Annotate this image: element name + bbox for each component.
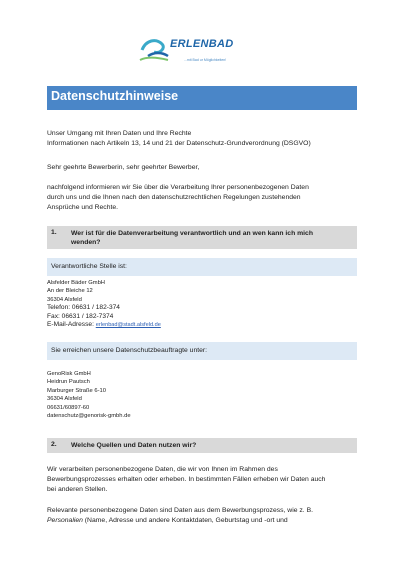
section-1-number: 1. [51,229,57,236]
paragraph-line-2: durch uns und die Ihnen nach den datenschutzrechtlichen Regelungen zustehenden [47,194,301,201]
responsible-email-label: E-Mail-Adresse: [47,321,94,329]
responsible-label: Verantwortliche Stelle ist: [51,263,127,270]
section-2-text-line-1: Wir verarbeiten personenbezogene Daten, die wir von Ihnen im Rahmen des [47,466,278,473]
paragraph-line-1: nachfolgend informieren wir Sie über die Verarbeitung Ihrer personenbezogenen Daten [47,184,309,191]
section-2-text2-line-1: Relevante personenbezogene Daten sind Daten aus dem Bewerbungsprozess, wie z. B. [47,507,313,514]
responsible-line-2: An der Bleiche 12 [47,288,93,295]
responsible-phone: Telefon: 06631 / 182-374 [47,304,120,312]
dpo-line-3: Marburger Straße 6-10 [47,387,106,394]
title-bar [47,86,357,110]
dpo-label: Sie erreichen unsere Datenschutzbeauftragte unter: [51,347,208,354]
salutation: Sehr geehrte Bewerberin, sehr geehrter Bewerber, [47,164,200,171]
logo-wordmark: ERLENBAD [170,38,234,50]
section-2-text-line-2: Bewerbungsprozesses erhalten oder erheben. In bestimmten Fällen erheben wir Daten auch [47,476,326,483]
personalien-term: Personalien [47,517,83,524]
section-2-title: Welche Quellen und Daten nutzen wir? [71,442,197,449]
dpo-address [47,370,131,420]
responsible-address [47,279,161,329]
section-2-number: 2. [51,441,57,448]
paragraph-line-3: Ansprüche und Rechte. [47,204,119,211]
responsible-fax: Fax: 06631 / 182-7374 [47,312,114,320]
erlenbad-logo [138,30,268,70]
responsible-label-bar [47,258,357,276]
section-1-title-line-1: Wer ist für die Datenverarbeitung verantwortlich und an wen kann ich mich [71,230,313,237]
logo-tagline: ...mit Bad ur Möglichkeiten! [184,58,227,62]
dpo-line-1: GenoRisk GmbH [47,371,91,377]
section-2-text2-line-2-rest: (Name, Adresse und andere Kontaktdaten, Geburtstag und -ort und [82,517,288,524]
section-1-title-line-2: wenden? [71,239,101,246]
responsible-line-1: Alsfelder Bäder GmbH [47,280,105,286]
intro-line-2: Informationen nach Artikeln 13, 14 und 21 der Datenschutz-Grundverordnung (DSGVO) [47,140,311,147]
responsible-email-link[interactable]: erlenbad@stadt.alsfeld.de [95,322,161,329]
responsible-line-3: 36304 Alsfeld [47,296,82,303]
section-1-header [47,226,357,249]
responsible-email-row [47,321,161,329]
dpo-line-5: 06631/60897-60 [47,404,90,411]
dpo-label-bar [47,342,357,360]
page-title: Datenschutzhinweise [51,89,179,103]
dpo-line-2: Heidrun Pautsch [47,379,90,386]
dpo-line-4: 36304 Alsfeld [47,396,82,403]
section-2-header [47,438,357,453]
intro-line-1: Unser Umgang mit Ihren Daten und Ihre Rechte [47,130,192,137]
section-2-text2-line-2 [47,516,363,525]
section-2-text-line-3: bei anderen Stellen. [47,486,108,493]
dpo-line-6: datenschutz@genorisk-gmbh.de [47,413,131,420]
section-1-title [71,229,341,247]
